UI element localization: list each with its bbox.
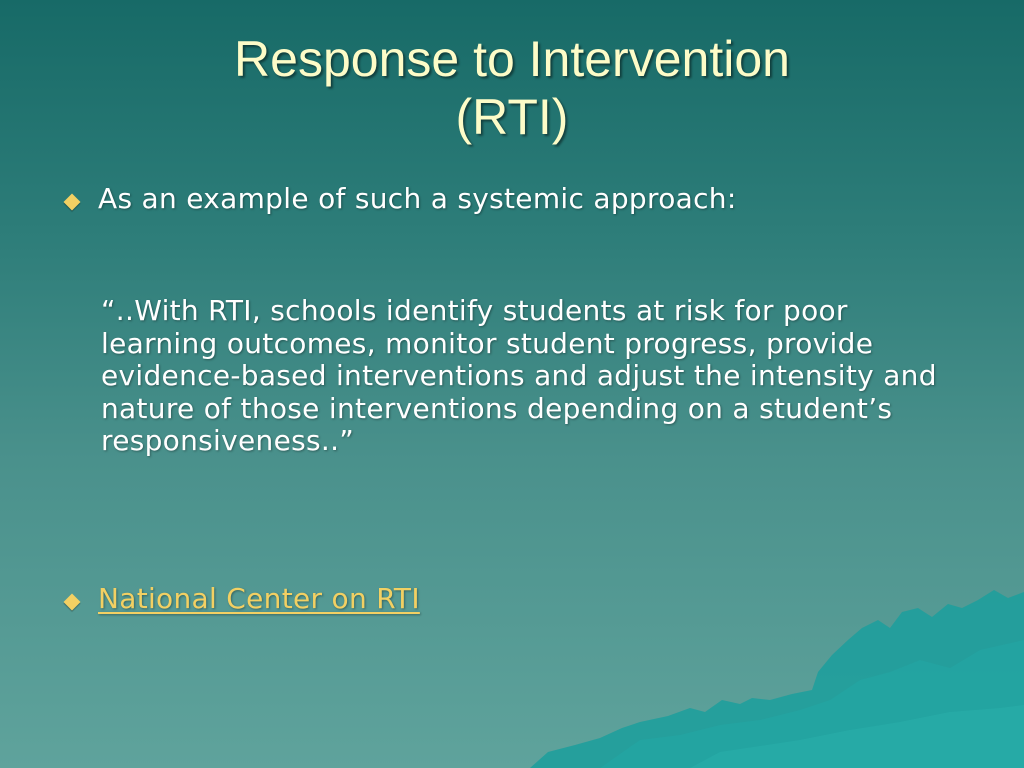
bullet-item-link [62,582,420,615]
slide-title [0,30,1024,146]
title-line-2: (RTI) [455,89,569,145]
title-line-1: Response to Intervention [234,31,790,87]
bullet-text-intro: As an example of such a systemic approach: [98,182,737,215]
rti-quote: “..With RTI, schools identify students at risk for poor learning outcomes, monitor student progress, provide evidence-based interventions and adjust the intensity and nature of those interventions depending on a student’s responsiveness..” [101,294,937,457]
diamond-bullet-icon [64,594,81,611]
bullet-item-intro [62,182,737,215]
national-center-rti-link[interactable]: National Center on RTI [98,582,420,615]
diamond-bullet-icon [64,194,81,211]
